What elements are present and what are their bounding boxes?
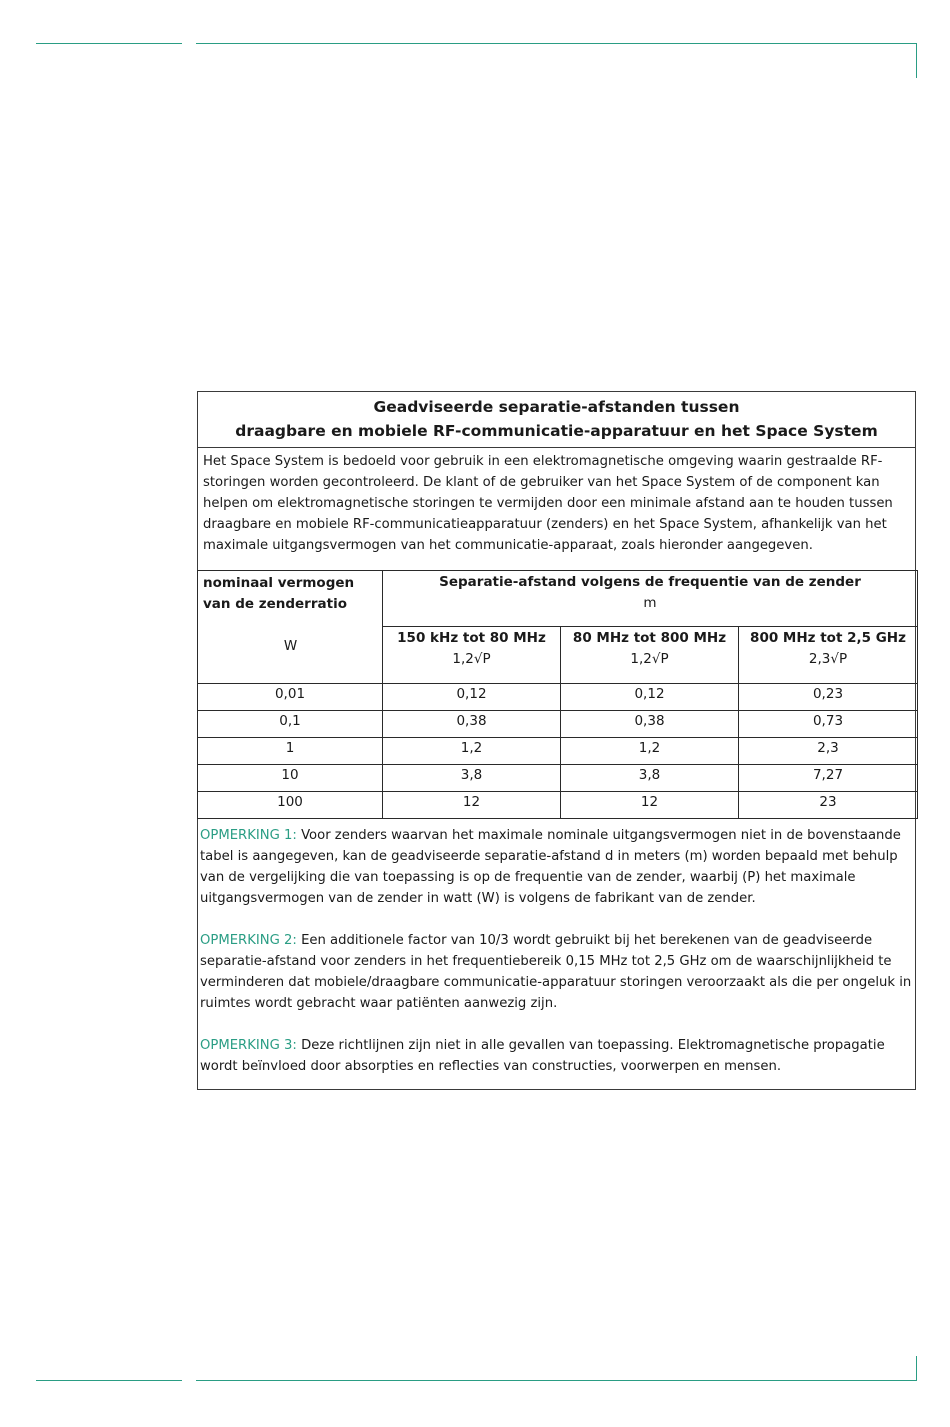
table-cell: 3,8 <box>383 765 561 792</box>
power-header-cell <box>198 571 383 684</box>
table-cell: 12 <box>383 792 561 819</box>
bottom-left-rule <box>36 1380 182 1381</box>
note-label: OPMERKING 2: <box>200 933 297 948</box>
band-header-3 <box>739 627 918 684</box>
table-cell: 2,3 <box>739 738 918 765</box>
bottom-right-tick <box>916 1356 917 1381</box>
note-label: OPMERKING 3: <box>200 1038 297 1053</box>
table-cell: 10 <box>198 765 383 792</box>
table-cell: 0,12 <box>561 684 739 711</box>
distance-header-cell <box>383 571 918 627</box>
power-unit: W <box>283 638 298 654</box>
top-right-tick <box>916 43 917 78</box>
table-row <box>198 711 918 738</box>
title-line-1: Geadviseerde separatie-afstanden tussen <box>373 398 740 416</box>
note-1 <box>200 825 914 909</box>
table-cell: 12 <box>561 792 739 819</box>
distance-header: Separatie-afstand volgens de frequentie van de zender <box>439 574 861 590</box>
table-row <box>198 738 918 765</box>
band-header-2 <box>561 627 739 684</box>
band-formula: 2,3√P <box>808 651 848 667</box>
distance-unit: m <box>643 595 657 611</box>
power-header: nominaal vermogen van de zenderratio <box>203 575 355 612</box>
note-text: Een additionele factor van 10/3 wordt gebruikt bij het berekenen van de geadviseerde separatie-afstand voor zenders in het frequentiebereik 0,15 MHz tot 2,5 GHz om de waarschijnlijkheid te verminderen dat mobiele/draagbare communicatie-apparatuur storingen veroorzaakt als die per ongeluk in ruimtes wordt gebracht waar patiënten aanwezig zijn. <box>200 933 912 1011</box>
note-label: OPMERKING 1: <box>200 828 297 843</box>
note-2 <box>200 930 914 1014</box>
separation-table <box>197 570 918 819</box>
table-cell: 0,12 <box>383 684 561 711</box>
bottom-right-rule <box>196 1380 917 1381</box>
table-cell: 23 <box>739 792 918 819</box>
top-left-rule <box>36 43 182 44</box>
band-label: 800 MHz tot 2,5 GHz <box>750 630 906 646</box>
table-cell: 1,2 <box>383 738 561 765</box>
band-formula: 1,2√P <box>452 651 491 667</box>
separation-distance-box <box>197 391 916 1090</box>
band-formula: 1,2√P <box>630 651 669 667</box>
note-3 <box>200 1035 914 1077</box>
top-right-rule <box>196 43 917 44</box>
note-text: Deze richtlijnen zijn niet in alle gevallen van toepassing. Elektromagnetische propagatie wordt beïnvloed door absorpties en reflecties van constructies, voorwerpen en mensen. <box>200 1038 885 1074</box>
band-header-1 <box>383 627 561 684</box>
table-row <box>198 765 918 792</box>
table-cell: 0,38 <box>561 711 739 738</box>
table-cell: 1,2 <box>561 738 739 765</box>
intro-paragraph: Het Space System is bedoeld voor gebruik in een elektromagnetische omgeving waarin gestraalde RF-storingen worden gecontroleerd. De klant of de gebruiker van het Space System of de component kan helpen om elektromagnetische storingen te vermijden door een minimale afstand aan te houden tussen draagbare en mobiele RF-communicatieapparatuur (zenders) en het Space System, afhankelijk van het maximale uitgangsvermogen van het communicatie-apparaat, zoals hieronder aangegeven. <box>203 454 893 553</box>
table-cell: 0,23 <box>739 684 918 711</box>
title-line-2: draagbare en mobiele RF-communicatie-apparatuur en het Space System <box>235 422 878 440</box>
table-cell: 0,38 <box>383 711 561 738</box>
table-cell: 0,1 <box>198 711 383 738</box>
band-label: 150 kHz tot 80 MHz <box>397 630 546 646</box>
table-cell: 1 <box>198 738 383 765</box>
band-label: 80 MHz tot 800 MHz <box>572 630 727 646</box>
table-cell: 100 <box>198 792 383 819</box>
table-cell: 0,01 <box>198 684 383 711</box>
table-cell: 0,73 <box>739 711 918 738</box>
table-row <box>198 792 918 819</box>
note-text: Voor zenders waarvan het maximale nominale uitgangsvermogen niet in de bovenstaande tabel is aangegeven, kan de geadviseerde separatie-afstand d in meters (m) worden bepaald met behulp van de vergelijking die van toepassing is op de frequentie van de zender, waarbij (P) het maximale uitgangsvermogen van de zender in watt (W) is volgens de fabrikant van de zender. <box>200 828 901 906</box>
table-cell: 7,27 <box>739 765 918 792</box>
document-title <box>198 392 915 448</box>
table-cell: 3,8 <box>561 765 739 792</box>
table-row <box>198 684 918 711</box>
notes-section <box>200 825 914 1098</box>
